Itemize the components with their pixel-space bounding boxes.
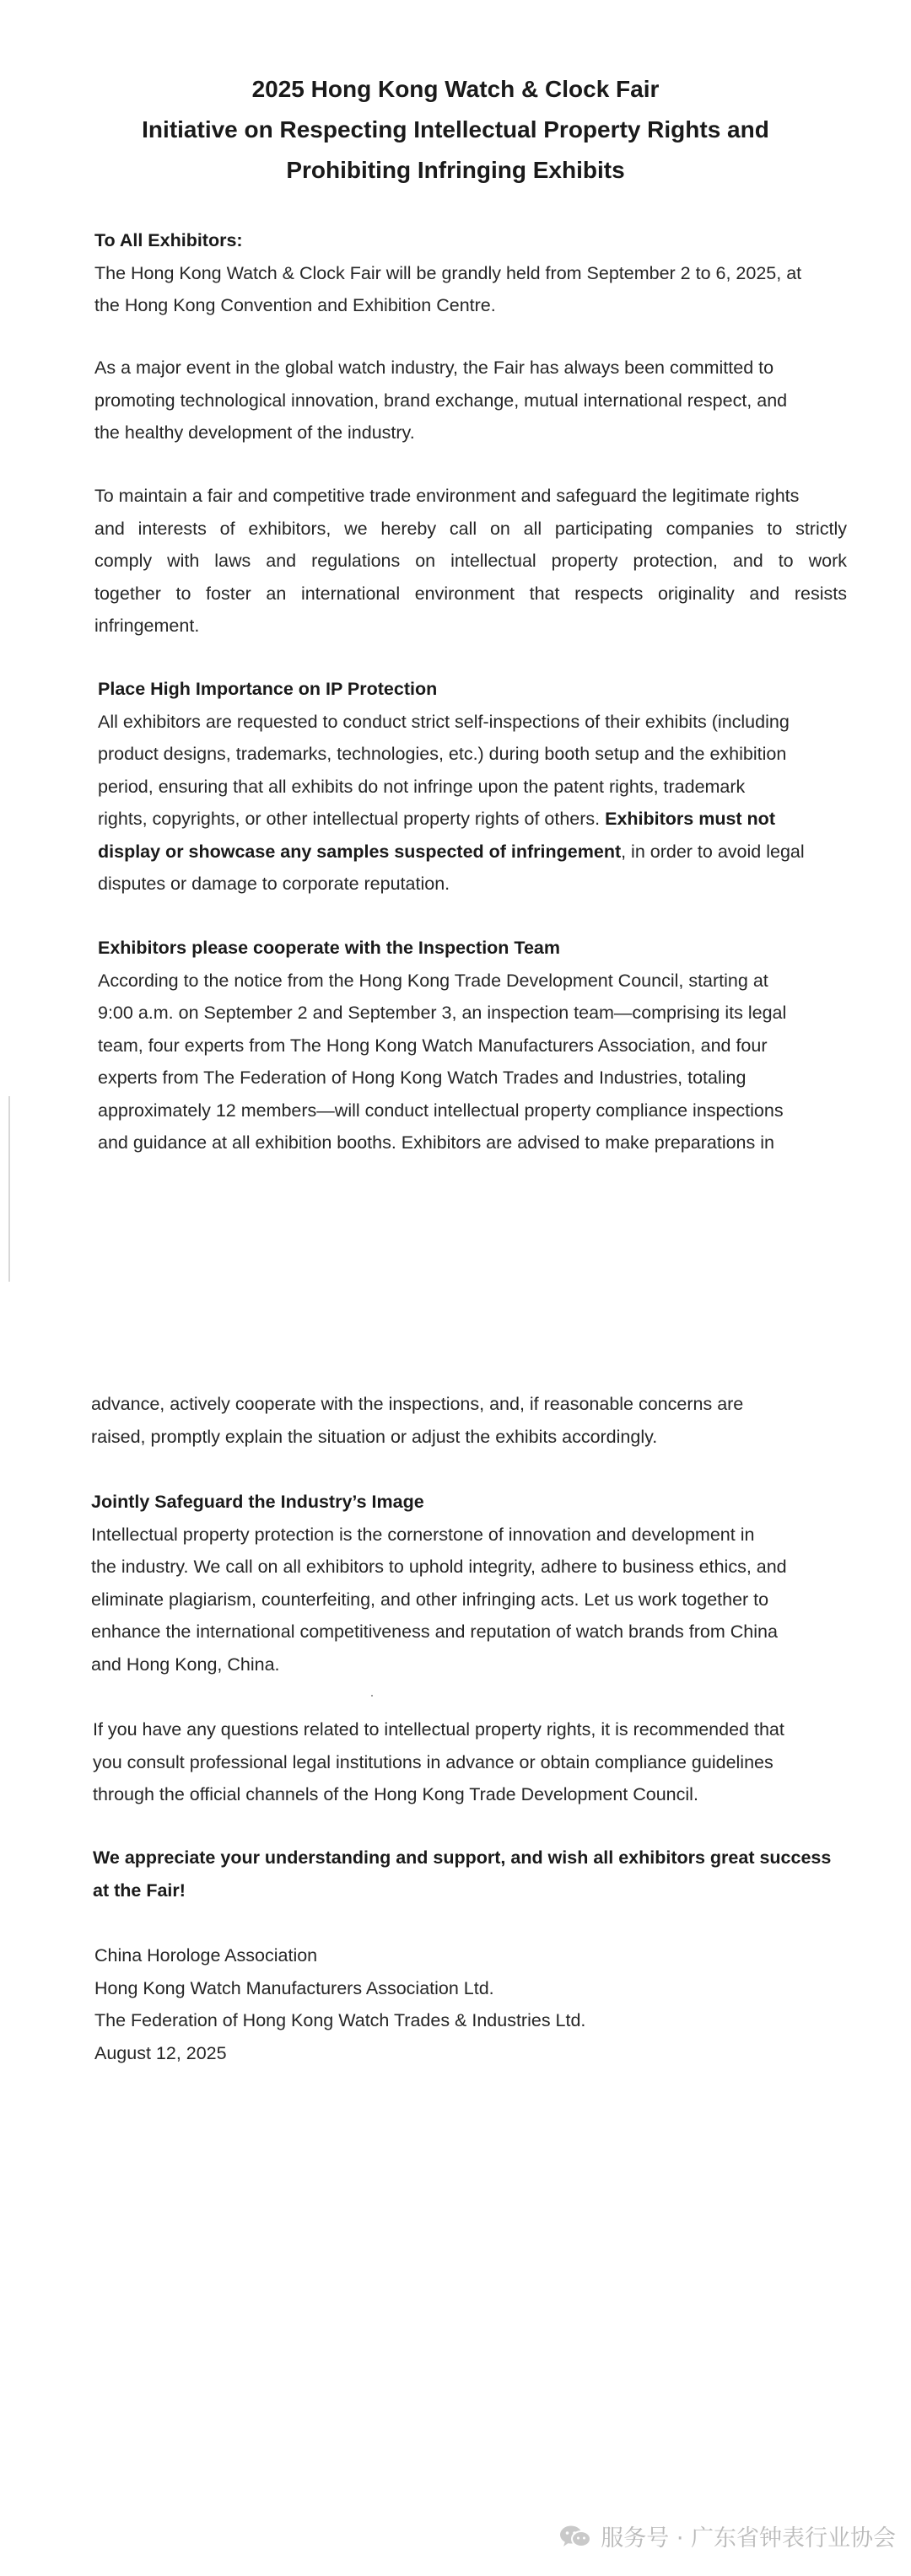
section-line: According to the notice from the Hong Kong Trade Development Council, starting at <box>98 970 768 991</box>
section-inspection-team <box>98 932 850 1159</box>
intro-line: The Hong Kong Watch & Clock Fair will be grandly held from September 2 to 6, 2025, at <box>94 262 802 283</box>
section-line: product designs, trademarks, technologies, etc.) during booth setup and the exhibition <box>98 744 787 764</box>
paragraph-3 <box>94 480 847 643</box>
paragraph-line: and interests of exhibitors, we hereby call on all participating companies to strictly <box>94 518 847 539</box>
signature-line: Hong Kong Watch Manufacturers Association Ltd. <box>94 1977 494 1998</box>
section-line <box>98 803 850 836</box>
closing-paragraph <box>93 1842 849 1906</box>
section-heading: Exhibitors please cooperate with the Inspection Team <box>98 938 560 958</box>
paragraph-line: To maintain a fair and competitive trade environment and safeguard the legitimate rights <box>94 486 800 506</box>
salutation: To All Exhibitors: <box>94 230 243 250</box>
advice-paragraph <box>93 1713 849 1811</box>
section-line: 9:00 a.m. on September 2 and September 3, an inspection team—comprising its legal <box>98 1003 787 1023</box>
section-line: the industry. We call on all exhibitors to uphold integrity, adhere to business ethics, and <box>91 1557 787 1577</box>
section-line: raised, promptly explain the situation or adjust the exhibits accordingly. <box>91 1426 658 1447</box>
signature-line: The Federation of Hong Kong Watch Trades & Industries Ltd. <box>94 2010 586 2030</box>
signature-block <box>94 1939 847 2069</box>
section-heading: Jointly Safeguard the Industry’s Image <box>91 1492 424 1512</box>
watermark <box>558 2520 896 2552</box>
section-industry-image <box>91 1486 844 1681</box>
advice-line: you consult professional legal institutions in advance or obtain compliance guidelines <box>93 1751 774 1772</box>
section-heading: Place High Importance on IP Protection <box>98 679 438 699</box>
bold-warning-part2: display or showcase any samples suspected of infringement <box>98 841 622 862</box>
section-line: enhance the international competitiveness and reputation of watch brands from China <box>91 1621 778 1642</box>
paragraph-line: infringement. <box>94 616 200 636</box>
section-line: eliminate plagiarism, counterfeiting, and other infringing acts. Let us work together to <box>91 1589 769 1610</box>
closing-line: at the Fair! <box>93 1880 186 1901</box>
wechat-service-icon <box>558 2524 592 2549</box>
paragraph-line: the healthy development of the industry. <box>94 422 415 443</box>
section-inspection-continued <box>91 1388 844 1453</box>
scan-speck <box>371 1695 373 1697</box>
section-line <box>98 836 850 869</box>
title-line-2: Initiative on Respecting Intellectual Property Rights and <box>142 116 769 143</box>
section-line-text: rights, copyrights, or other intellectual property rights of others. <box>98 809 601 829</box>
advice-line: through the official channels of the Hong Kong Trade Development Council. <box>93 1784 698 1804</box>
paragraph-line: promoting technological innovation, brand exchange, mutual international respect, and <box>94 390 788 411</box>
section-line: team, four experts from The Hong Kong Watch Manufacturers Association, and four <box>98 1035 768 1056</box>
section-line-tail: , in order to avoid legal <box>621 841 805 862</box>
paragraph-line: comply with laws and regulations on intellectual property protection, and to work <box>94 551 847 571</box>
title-line-3: Prohibiting Infringing Exhibits <box>286 157 625 183</box>
paragraph-line: together to foster an international environment that respects originality and resists <box>94 583 847 604</box>
scan-page-edge <box>8 1096 10 1282</box>
document-title <box>0 69 911 191</box>
paragraph-line: As a major event in the global watch industry, the Fair has always been committed to <box>94 358 774 378</box>
section-line: period, ensuring that all exhibits do not infringe upon the patent rights, trademark <box>98 776 746 797</box>
advice-line: If you have any questions related to intellectual property rights, it is recommended that <box>93 1719 784 1740</box>
salutation-block <box>94 224 847 322</box>
section-line: advance, actively cooperate with the inspections, and, if reasonable concerns are <box>91 1394 744 1414</box>
signature-line: China Horologe Association <box>94 1945 318 1966</box>
bold-warning-part1: Exhibitors must not <box>605 809 775 829</box>
section-line: Intellectual property protection is the cornerstone of innovation and development in <box>91 1524 755 1545</box>
intro-line: the Hong Kong Convention and Exhibition Centre. <box>94 295 496 315</box>
section-line: and Hong Kong, China. <box>91 1654 280 1675</box>
section-line: All exhibitors are requested to conduct strict self-inspections of their exhibits (including <box>98 711 790 732</box>
section-line: disputes or damage to corporate reputation. <box>98 874 450 894</box>
closing-line: We appreciate your understanding and support, and wish all exhibitors great success <box>93 1847 832 1868</box>
paragraph-2 <box>94 352 847 449</box>
watermark-text: 服务号 · 广东省钟表行业协会 <box>601 2525 896 2552</box>
section-ip-protection <box>98 673 850 901</box>
signature-date: August 12, 2025 <box>94 2042 227 2063</box>
section-line: approximately 12 members—will conduct intellectual property compliance inspections <box>98 1100 784 1121</box>
section-line: experts from The Federation of Hong Kong Watch Trades and Industries, totaling <box>98 1068 747 1088</box>
title-line-1: 2025 Hong Kong Watch & Clock Fair <box>251 76 660 102</box>
section-line: and guidance at all exhibition booths. Exhibitors are advised to make preparations in <box>98 1132 774 1153</box>
